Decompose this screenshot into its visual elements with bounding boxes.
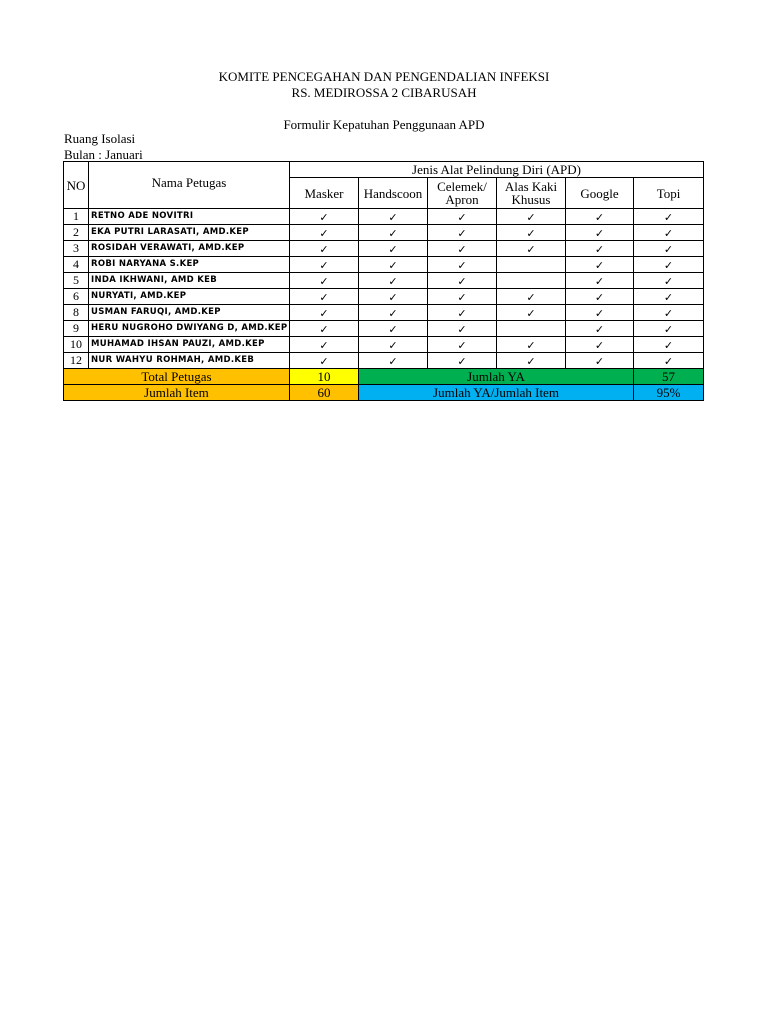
jumlah-ya-label: Jumlah YA [359, 369, 634, 385]
apd-cell [566, 353, 634, 369]
check-icon: ✓ [388, 354, 398, 368]
apd-cell [290, 321, 359, 337]
apd-cell [634, 273, 704, 289]
row-number: 9 [64, 321, 89, 337]
staff-name: RETNO ADE NOVITRI [89, 209, 290, 225]
check-icon: ✓ [526, 242, 536, 256]
check-icon: ✓ [594, 338, 605, 352]
row-number: 8 [64, 305, 89, 321]
header-name: Nama Petugas [89, 162, 290, 209]
apd-cell [359, 257, 428, 273]
header-apd-item-line1: Masker [304, 185, 344, 201]
check-icon: ✓ [457, 226, 467, 240]
committee-title: KOMITE PENCEGAHAN DAN PENGENDALIAN INFEKSI [218, 69, 550, 84]
apd-cell [359, 289, 428, 305]
apd-cell [497, 257, 566, 273]
apd-cell [566, 305, 634, 321]
check-icon: ✓ [319, 258, 329, 272]
apd-compliance-table [63, 161, 704, 401]
apd-cell [290, 305, 359, 321]
check-icon: ✓ [319, 322, 329, 336]
jumlah-item-value: 60 [290, 385, 359, 401]
check-icon: ✓ [594, 210, 605, 224]
apd-cell [428, 353, 497, 369]
apd-cell [634, 225, 704, 241]
apd-cell [359, 225, 428, 241]
check-icon: ✓ [663, 258, 674, 272]
check-icon: ✓ [526, 226, 536, 240]
check-icon: ✓ [457, 242, 467, 256]
check-icon: ✓ [457, 274, 467, 288]
apd-cell [428, 257, 497, 273]
header-apd-item [359, 178, 428, 209]
check-icon: ✓ [663, 226, 674, 240]
check-icon: ✓ [319, 354, 329, 368]
header-apd-item [634, 178, 704, 209]
apd-cell [359, 353, 428, 369]
header-apd-item-line2: Khusus [511, 192, 551, 207]
apd-cell [359, 273, 428, 289]
apd-cell [497, 289, 566, 305]
check-icon: ✓ [594, 258, 605, 272]
ratio-label: Jumlah YA/Jumlah Item [359, 385, 634, 401]
apd-cell [566, 289, 634, 305]
check-icon: ✓ [526, 338, 536, 352]
apd-cell [566, 273, 634, 289]
apd-cell [359, 305, 428, 321]
apd-cell [359, 209, 428, 225]
check-icon: ✓ [663, 210, 674, 224]
check-icon: ✓ [319, 290, 329, 304]
check-icon: ✓ [526, 210, 536, 224]
apd-cell [497, 241, 566, 257]
apd-cell [428, 289, 497, 305]
apd-cell [497, 353, 566, 369]
check-icon: ✓ [457, 210, 467, 224]
table-row [64, 225, 704, 241]
check-icon: ✓ [457, 258, 467, 272]
check-icon: ✓ [663, 338, 674, 352]
check-icon: ✓ [663, 290, 674, 304]
staff-name: ROSIDAH VERAWATI, AMD.KEP [89, 241, 290, 257]
check-icon: ✓ [663, 322, 674, 336]
table-row [64, 289, 704, 305]
apd-cell [428, 321, 497, 337]
check-icon: ✓ [388, 210, 398, 224]
apd-cell [497, 337, 566, 353]
header-apd-item [566, 178, 634, 209]
jumlah-ya-value: 57 [634, 369, 704, 385]
staff-name: NUR WAHYU ROHMAH, AMD.KEB [89, 353, 290, 369]
check-icon: ✓ [388, 274, 398, 288]
apd-cell [497, 305, 566, 321]
check-icon: ✓ [594, 242, 605, 256]
apd-cell [290, 337, 359, 353]
apd-cell [634, 321, 704, 337]
total-petugas-label: Total Petugas [64, 369, 290, 385]
apd-cell [566, 321, 634, 337]
apd-cell [359, 337, 428, 353]
row-number: 1 [64, 209, 89, 225]
apd-cell [290, 209, 359, 225]
apd-cell [634, 305, 704, 321]
check-icon: ✓ [594, 354, 605, 368]
staff-name: ROBI NARYANA S.KEP [89, 257, 290, 273]
check-icon: ✓ [663, 242, 674, 256]
apd-cell [359, 321, 428, 337]
apd-cell [566, 257, 634, 273]
header-apd-item-line1: Topi [656, 185, 681, 201]
check-icon: ✓ [457, 354, 467, 368]
apd-cell [428, 209, 497, 225]
apd-cell [497, 209, 566, 225]
check-icon: ✓ [388, 258, 398, 272]
staff-name: NURYATI, AMD.KEP [89, 289, 290, 305]
check-icon: ✓ [526, 354, 536, 368]
header-apd-group: Jenis Alat Pelindung Diri (APD) [290, 162, 704, 178]
staff-name: INDA IKHWANI, AMD KEB [89, 273, 290, 289]
table-row [64, 257, 704, 273]
apd-cell [634, 241, 704, 257]
apd-cell [428, 225, 497, 241]
check-icon: ✓ [388, 338, 398, 352]
header-no: NO [64, 162, 89, 209]
apd-cell [566, 241, 634, 257]
header-apd-item-line1: Google [580, 185, 619, 201]
check-icon: ✓ [388, 226, 398, 240]
jumlah-item-label: Jumlah Item [64, 385, 290, 401]
check-icon: ✓ [594, 306, 605, 320]
form-title: Formulir Kepatuhan Penggunaan APD [283, 117, 485, 132]
check-icon: ✓ [663, 274, 674, 288]
check-icon: ✓ [319, 338, 329, 352]
check-icon: ✓ [594, 226, 605, 240]
check-icon: ✓ [526, 290, 536, 304]
row-number: 12 [64, 353, 89, 369]
apd-cell [634, 289, 704, 305]
staff-name: USMAN FARUQI, AMD.KEP [89, 305, 290, 321]
header-apd-item [290, 178, 359, 209]
check-icon: ✓ [663, 306, 674, 320]
check-icon: ✓ [594, 290, 605, 304]
check-icon: ✓ [319, 226, 329, 240]
header-apd-item-line1: Handscoon [363, 185, 423, 201]
apd-cell [497, 321, 566, 337]
header-apd-item [428, 178, 497, 209]
room-label: Ruang Isolasi [64, 131, 136, 146]
staff-name: MUHAMAD IHSAN PAUZI, AMD.KEP [89, 337, 290, 353]
total-petugas-value: 10 [290, 369, 359, 385]
apd-cell [290, 353, 359, 369]
apd-cell [359, 241, 428, 257]
header-apd-item-line1: Alas Kaki [504, 179, 558, 194]
apd-cell [566, 209, 634, 225]
table-row [64, 241, 704, 257]
row-number: 3 [64, 241, 89, 257]
row-number: 10 [64, 337, 89, 353]
apd-cell [290, 289, 359, 305]
check-icon: ✓ [319, 242, 329, 256]
apd-cell [290, 241, 359, 257]
staff-name: EKA PUTRI LARASATI, AMD.KEP [89, 225, 290, 241]
check-icon: ✓ [319, 306, 329, 320]
apd-cell [566, 225, 634, 241]
row-number: 2 [64, 225, 89, 241]
apd-cell [566, 337, 634, 353]
apd-cell [634, 337, 704, 353]
apd-cell [497, 273, 566, 289]
table-row [64, 273, 704, 289]
row-number: 5 [64, 273, 89, 289]
header-apd-item-line2: Apron [445, 192, 479, 207]
apd-cell [428, 305, 497, 321]
month-label: Bulan : Januari [64, 147, 143, 162]
check-icon: ✓ [388, 306, 398, 320]
table-row [64, 353, 704, 369]
apd-cell [428, 337, 497, 353]
table-row [64, 337, 704, 353]
header-apd-item-line1: Celemek/ [437, 179, 487, 194]
table-row [64, 321, 704, 337]
check-icon: ✓ [319, 210, 329, 224]
apd-cell [290, 273, 359, 289]
apd-cell [428, 241, 497, 257]
ratio-value: 95% [634, 385, 704, 401]
staff-name: HERU NUGROHO DWIYANG D, AMD.KEP [89, 321, 290, 337]
table-row [64, 209, 704, 225]
row-number: 6 [64, 289, 89, 305]
check-icon: ✓ [594, 322, 605, 336]
apd-cell [497, 225, 566, 241]
apd-cell [290, 225, 359, 241]
check-icon: ✓ [594, 274, 605, 288]
apd-cell [634, 209, 704, 225]
check-icon: ✓ [526, 306, 536, 320]
header-apd-item [497, 178, 566, 209]
row-number: 4 [64, 257, 89, 273]
hospital-title: RS. MEDIROSSA 2 CIBARUSAH [291, 85, 477, 100]
check-icon: ✓ [457, 322, 467, 336]
apd-cell [290, 257, 359, 273]
check-icon: ✓ [663, 354, 674, 368]
apd-cell [634, 257, 704, 273]
check-icon: ✓ [388, 322, 398, 336]
check-icon: ✓ [457, 338, 467, 352]
check-icon: ✓ [319, 274, 329, 288]
check-icon: ✓ [457, 306, 467, 320]
table-row [64, 305, 704, 321]
check-icon: ✓ [457, 290, 467, 304]
check-icon: ✓ [388, 242, 398, 256]
apd-cell [428, 273, 497, 289]
check-icon: ✓ [388, 290, 398, 304]
apd-cell [634, 353, 704, 369]
